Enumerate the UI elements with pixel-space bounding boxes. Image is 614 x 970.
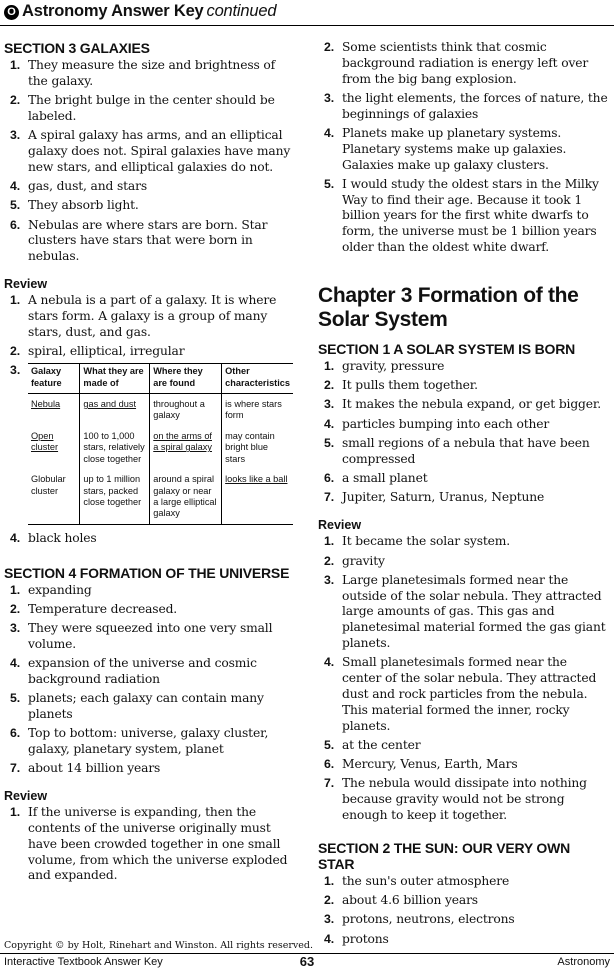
list-item <box>4 621 297 653</box>
item-text: expanding <box>28 582 92 597</box>
item-number: 3. <box>324 397 334 412</box>
table-cell: Nebula <box>31 399 61 410</box>
answer-list <box>318 40 608 256</box>
item-number: 1. <box>10 293 20 308</box>
item-number: 1. <box>10 58 20 72</box>
item-text: Some scientists think that cosmic background radiation is energy left over from the big bang explosion. <box>342 40 589 86</box>
item-number: 5. <box>10 198 20 213</box>
item-number: 4. <box>324 655 334 670</box>
item-text: They measure the size and brightness of the galaxy. <box>28 58 276 88</box>
table-cell: on the arms of a spiral galaxy <box>150 426 222 469</box>
item-number: 7. <box>324 776 334 791</box>
section-badge-icon: O <box>4 5 19 20</box>
item-text: the light elements, the forces of nature, the beginnings of galaxies <box>342 90 608 121</box>
table-cell: Globular cluster <box>31 474 66 496</box>
item-number: 5. <box>324 176 334 191</box>
list-item <box>318 126 608 173</box>
item-number: 6. <box>324 471 334 486</box>
list-item <box>4 656 297 688</box>
table-cell: may contain bright blue stars <box>222 426 293 469</box>
item-text: A spiral galaxy has arms, and an elliptical galaxy does not. Spiral galaxies have many new stars, and elliptical galaxies do not. <box>28 128 291 174</box>
table-header-row <box>28 364 293 394</box>
title-suffix: continued <box>206 2 277 20</box>
list-item <box>318 776 608 823</box>
item-text: small regions of a nebula that have been compressed <box>342 436 590 466</box>
table-row <box>28 426 293 469</box>
item-text: a small planet <box>342 471 428 486</box>
item-text: gas, dust, and stars <box>28 179 147 194</box>
item-text: Mercury, Venus, Earth, Mars <box>342 757 518 772</box>
answer-list <box>4 805 297 884</box>
section-heading: SECTION 4 FORMATION OF THE UNIVERSE <box>4 564 290 581</box>
item-number: 1. <box>10 582 20 597</box>
item-number: 2. <box>10 601 20 616</box>
list-item <box>318 417 608 433</box>
galaxy-feature-table <box>28 363 293 524</box>
list-item <box>4 179 297 195</box>
list-item <box>4 293 297 340</box>
item-text: Small planetesimals formed near the center of the solar nebula. They attracted dust and rock particles from the nebula. This material formed the inner, rocky planets. <box>342 655 597 733</box>
item-text: Nebulas are where stars are born. Star clusters have stars that were born in nebulas. <box>28 217 268 264</box>
page-title: Astronomy Answer Key continued <box>22 2 277 20</box>
answer-list <box>4 531 297 547</box>
item-number: 2. <box>324 40 334 54</box>
item-number: 6. <box>10 217 20 232</box>
item-text: They absorb light. <box>28 198 139 213</box>
table-row <box>28 469 293 524</box>
list-item <box>4 761 297 777</box>
list-item <box>318 471 608 487</box>
item-number: 2. <box>10 93 20 108</box>
review-heading: Review <box>4 277 48 292</box>
item-number: 5. <box>324 737 334 752</box>
item-text: spiral, elliptical, irregular <box>28 343 185 358</box>
item-number: 1. <box>324 534 334 549</box>
list-item <box>4 691 297 723</box>
item-text: expansion of the universe and cosmic background radiation <box>28 656 257 686</box>
item-number: 2. <box>324 378 334 393</box>
list-item <box>318 40 608 87</box>
item-text: the sun's outer atmosphere <box>342 873 510 888</box>
list-item <box>4 344 297 360</box>
footer-subject: Astronomy <box>557 956 610 968</box>
item-text: gravity <box>342 553 385 568</box>
item-text: gravity, pressure <box>342 358 445 373</box>
table-cell: looks like a ball <box>222 469 293 524</box>
section-heading: SECTION 1 A SOLAR SYSTEM IS BORN <box>318 340 576 357</box>
list-item <box>4 531 297 547</box>
list-item <box>4 128 297 175</box>
item-number: 1. <box>324 873 334 888</box>
list-item <box>318 177 608 256</box>
list-item <box>318 91 608 123</box>
item-number: 4. <box>324 125 334 140</box>
list-item <box>318 738 608 754</box>
table-cell: gas and dust <box>80 394 150 426</box>
chapter-title: Chapter 3 Formation of the Solar System <box>318 283 579 331</box>
item-number: 5. <box>324 436 334 451</box>
item-number: 1. <box>10 805 20 820</box>
item-number: 2. <box>10 343 20 358</box>
table-cell: around a spiral galaxy or near a large elliptical galaxy <box>150 469 222 524</box>
item-text: It pulls them together. <box>342 378 478 393</box>
item-text: Large planetesimals formed near the outside of the solar nebula. They attracted large amounts of gas. This gas and planetesimal material formed the gas giant planets. <box>342 572 606 651</box>
item-text: It became the solar system. <box>342 534 511 549</box>
item-number: 5. <box>10 691 20 706</box>
list-item <box>4 58 297 90</box>
item-text: Planets make up planetary systems. Planetary systems make up galaxies. Galaxies make up galaxy clusters. <box>342 125 567 172</box>
list-item <box>318 378 608 394</box>
section-heading: SECTION 2 THE SUN: OUR VERY OWN STAR <box>318 839 571 872</box>
page-number: 63 <box>299 954 315 969</box>
list-item <box>318 534 608 550</box>
item-text: A nebula is a part of a galaxy. It is where stars form. A galaxy is a group of many stars, dust, and gas. <box>28 293 277 339</box>
item-text: about 14 billion years <box>28 761 161 776</box>
list-item <box>4 198 297 214</box>
table-cell: throughout a galaxy <box>150 394 222 426</box>
section-heading: SECTION 3 GALAXIES <box>4 40 150 56</box>
item-number: 3. <box>10 128 20 143</box>
item-text: Top to bottom: universe, galaxy cluster, galaxy, planetary system, planet <box>28 726 269 757</box>
item-text: about 4.6 billion years <box>342 893 478 908</box>
list-item <box>318 757 608 773</box>
page-header <box>0 0 614 26</box>
list-item <box>318 397 608 413</box>
table-cell: is where stars form <box>222 394 293 426</box>
item-text: protons, neutrons, electrons <box>342 912 515 927</box>
item-text: protons <box>342 931 389 946</box>
answer-list <box>4 58 297 265</box>
item-text: Temperature decreased. <box>28 601 178 616</box>
table-cell: 100 to 1,000 stars, relatively close together <box>80 426 150 469</box>
answer-list <box>4 583 297 778</box>
answer-list <box>318 874 608 948</box>
column-header: Where they are found <box>150 364 222 394</box>
column-header: What they are made of <box>80 364 150 394</box>
right-column <box>318 40 608 951</box>
item-text: particles bumping into each other <box>342 416 550 431</box>
item-text: If the universe is expanding, then the contents of the universe originally must have been crowded together in one small volume, from which the universe exploded and expanded. <box>28 805 288 883</box>
item-number: 3. <box>10 363 21 378</box>
item-number: 3. <box>324 572 334 587</box>
item-text: black holes <box>28 530 97 545</box>
list-item <box>4 726 297 758</box>
list-item <box>318 655 608 734</box>
answer-list <box>318 534 608 824</box>
item-number: 2. <box>324 893 334 908</box>
item-text: The bright bulge in the center should be labeled. <box>28 93 275 123</box>
list-item <box>4 602 297 618</box>
answer-list <box>318 359 608 506</box>
footer-book-title: Interactive Textbook Answer Key <box>4 956 163 968</box>
list-item <box>318 912 608 928</box>
item-number: 4. <box>10 530 20 545</box>
column-header: Galaxy feature <box>28 364 80 394</box>
item-number: 6. <box>324 757 334 772</box>
table-cell: Open cluster <box>31 430 59 453</box>
column-header: Other characteristics <box>222 364 293 394</box>
review-heading: Review <box>318 518 362 533</box>
item-text: The nebula would dissipate into nothing because gravity would not be strong enough to keep it together. <box>342 776 587 822</box>
table-row <box>28 394 293 426</box>
item-number: 4. <box>324 931 334 946</box>
list-item <box>4 218 297 265</box>
item-number: 3. <box>10 621 20 636</box>
list-item <box>4 805 297 884</box>
item-number: 1. <box>324 358 334 373</box>
list-item <box>318 874 608 890</box>
item-number: 7. <box>324 490 334 505</box>
answer-list <box>4 293 297 360</box>
list-item <box>318 554 608 570</box>
table-answer <box>4 363 297 524</box>
page-footer <box>0 940 614 970</box>
item-number: 6. <box>10 726 20 741</box>
list-item <box>318 436 608 468</box>
item-text: I would study the oldest stars in the Milky Way to find their age. Because it took 1 billion years for the first white dwarfs to form, the universe must be 1 billion years older than the oldest white dwarf. <box>342 176 599 255</box>
item-number: 4. <box>10 179 20 194</box>
item-number: 3. <box>324 912 334 927</box>
review-heading: Review <box>4 789 48 804</box>
list-item <box>4 93 297 125</box>
copyright-notice: Copyright © by Holt, Rinehart and Winston. All rights reserved. <box>4 940 313 951</box>
left-column <box>4 40 297 888</box>
item-text: It makes the nebula expand, or get bigger. <box>342 397 602 412</box>
list-item <box>4 583 297 599</box>
item-number: 4. <box>324 416 334 431</box>
item-text: planets; each galaxy can contain many planets <box>28 691 264 722</box>
item-text: They were squeezed into one very small volume. <box>28 621 273 651</box>
item-number: 2. <box>324 553 334 568</box>
item-text: Jupiter, Saturn, Uranus, Neptune <box>342 490 545 505</box>
item-number: 4. <box>10 656 20 671</box>
item-number: 3. <box>324 90 334 105</box>
item-text: at the center <box>342 737 421 752</box>
list-item <box>318 893 608 909</box>
list-item <box>318 359 608 375</box>
list-item <box>318 490 608 506</box>
item-number: 7. <box>10 761 20 776</box>
list-item <box>318 573 608 652</box>
table-cell: up to 1 million stars, packed close together <box>80 469 150 524</box>
